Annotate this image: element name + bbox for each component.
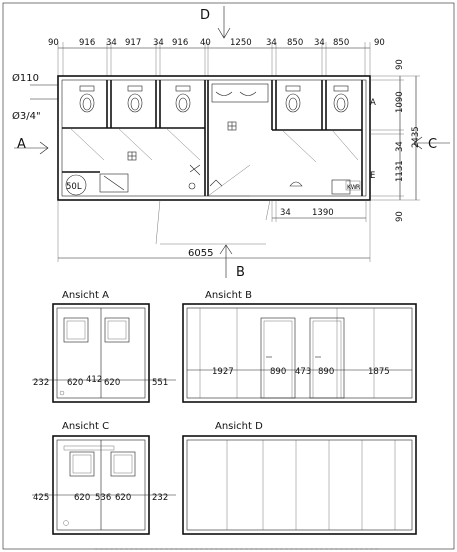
view-a-dim-5: 551 xyxy=(152,378,169,388)
section-c-label: C xyxy=(428,137,438,152)
dim-top-10: 850 xyxy=(287,38,304,48)
view-c-title: Ansicht C xyxy=(62,421,110,432)
dim-right-5: 90 xyxy=(395,211,405,222)
dim-top-9: 34 xyxy=(266,38,277,48)
sheet-frame xyxy=(3,3,454,549)
door-right xyxy=(310,318,344,398)
dim-top-2: 916 xyxy=(79,38,96,48)
dim-top-1: 90 xyxy=(48,38,59,48)
washbasin-block xyxy=(212,84,268,130)
dim-overall-height: 2435 xyxy=(411,126,421,148)
pipe-label-110: Ø110 xyxy=(12,73,39,84)
view-b-dim-5: 1875 xyxy=(368,367,390,377)
dim-right-1: 90 xyxy=(395,59,405,70)
section-b-arrow xyxy=(220,245,232,278)
view-d xyxy=(183,421,416,534)
view-a-title: Ansicht A xyxy=(62,290,109,301)
dim-top-11: 34 xyxy=(314,38,325,48)
section-b-label: B xyxy=(236,265,245,280)
view-b-title: Ansicht B xyxy=(205,290,252,301)
dim-bottom-2: 1390 xyxy=(312,208,334,218)
dim-top-13: 90 xyxy=(374,38,385,48)
toilet-icons xyxy=(80,86,348,112)
view-a xyxy=(32,290,176,402)
door-left xyxy=(261,318,295,398)
view-b xyxy=(183,290,416,402)
view-b-dim-3: 473 xyxy=(295,367,312,377)
marker-kw: KW xyxy=(347,184,357,191)
view-c-dim-1: 425 xyxy=(33,493,50,503)
marker-e: E xyxy=(370,171,376,181)
view-a-dim-2: 620 xyxy=(67,378,84,388)
dim-top-6: 916 xyxy=(172,38,189,48)
view-c-dim-2: 620 xyxy=(74,493,91,503)
dim-right-3: 34 xyxy=(395,141,405,152)
tank-label: 50L xyxy=(66,182,82,192)
dim-right-4: 1131 xyxy=(395,160,405,182)
dim-total-length: 6055 xyxy=(188,248,214,259)
section-d-label: D xyxy=(200,8,211,23)
view-a-dim-1: 232 xyxy=(33,378,50,388)
section-a-label: A xyxy=(17,137,26,152)
dim-top-8: 1250 xyxy=(230,38,252,48)
view-c xyxy=(32,421,176,534)
dim-top-5: 34 xyxy=(153,38,164,48)
dim-top-3: 34 xyxy=(106,38,117,48)
dim-top-12: 850 xyxy=(333,38,350,48)
pipe-label-3-4: Ø3/4" xyxy=(12,111,41,122)
view-c-dim-5: 232 xyxy=(152,493,169,503)
dim-top-7: 40 xyxy=(200,38,211,48)
view-b-dim-2: 890 xyxy=(270,367,287,377)
section-d-arrow xyxy=(218,6,230,38)
floor-plan xyxy=(12,6,450,280)
dim-right-2: 1090 xyxy=(395,91,405,113)
marker-r: R xyxy=(356,184,361,191)
container-outline xyxy=(58,76,370,200)
view-a-dim-4: 620 xyxy=(104,378,121,388)
dim-top-4: 917 xyxy=(125,38,142,48)
view-b-dim-1: 1927 xyxy=(212,367,234,377)
marker-a: A xyxy=(370,98,376,108)
view-c-dim-3: 536 xyxy=(95,493,112,503)
view-c-dim-4: 620 xyxy=(115,493,132,503)
view-d-title: Ansicht D xyxy=(215,421,263,432)
view-a-dim-3: 412 xyxy=(86,375,103,385)
view-b-dim-4: 890 xyxy=(318,367,335,377)
dim-bottom-1: 34 xyxy=(280,208,291,218)
